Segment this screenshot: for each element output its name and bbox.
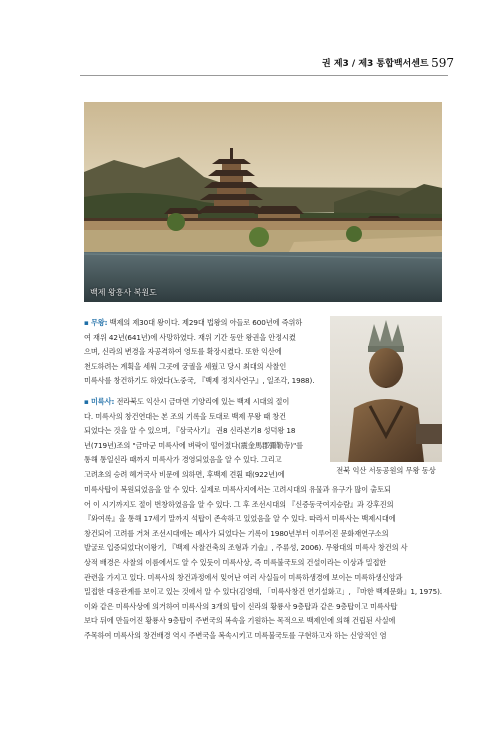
text-line: 주목하여 미륵사의 창건배경 역시 주변국을 복속시키고 미륵불국토를 구현하고자 하는 신앙적인 염	[84, 630, 387, 640]
statue-caption: 전북 익산 서동공원의 무왕 동상	[336, 466, 436, 475]
text-line: 다. 미륵사의 창건연대는 본 조의 기록을 토대로 백제 무왕 때 창건	[84, 411, 286, 421]
entry-mireuksa	[84, 395, 324, 483]
text-line: 년(719년)조의 "금마군 미륵사에 벼락이 떨어졌다(震金馬郡彌勒寺)"를	[84, 440, 304, 450]
text-line: ▪ 미륵사: 전라북도 익산시 금마면 기양리에 있는 백제 시대의 절이	[84, 397, 290, 406]
entry-term: 미륵사:	[90, 397, 115, 406]
entry-term: 무왕:	[90, 318, 108, 327]
text-line: 창건되어 고려를 거쳐 조선시대에는 폐사가 되었다는 기록이 1980년부터 이루어진 문화재연구소의	[84, 528, 389, 538]
text-line: 어 이 시기까지도 절이 번창하였음을 알 수 있다. 그 후 조선시대의 『신증동국여지승람』과 강후진의	[84, 499, 394, 509]
text-line: ▪ 무왕: 백제의 제30대 왕이다. 제29대 법왕의 아들로 600년에 즉위하	[84, 318, 303, 327]
text-line: 천도하려는 계획을 세워 그곳에 궁궐을 세웠고 당시 최대의 사찰인	[84, 361, 287, 371]
running-header	[322, 56, 454, 72]
header-rule	[80, 75, 448, 76]
text-line: 이와 같은 미륵사상에 의거하여 미륵사의 3개의 탑이 신라의 황룡사 9층탑과 같은 9층탑이고 미륵사탑	[84, 601, 398, 611]
text-line: 으며, 신라의 변경을 자공격하여 영토를 확장시켰다. 또한 익산에	[84, 347, 282, 357]
section-title: 권 제3 / 제3 통합백서센트	[322, 59, 429, 69]
temple-reconstruction-photo	[84, 102, 442, 302]
text-line: 미륵사를 창건하기도 하였다(노중국, 『백제 정치사연구』, 일조각, 1988).	[84, 376, 315, 386]
text-line: 되었다는 것을 알 수 있으며, 『삼국사기』 권8 신라본기8 성덕왕 18	[84, 426, 296, 436]
text-line: 관련을 가지고 있다. 미륵사의 창건과정에서 잊어난 여러 사실들이 미륵하생경에 보이는 미륵하생신앙과	[84, 572, 403, 582]
text-line: 여 재위 42년(641년)에 사망하였다. 재위 기간 동안 왕권을 안정시켰	[84, 332, 296, 342]
text-line: 『와여록』을 통해 17세기 말까지 석탑이 존속하고 있었음을 알 수 있다. 따라서 미륵사는 백제시대에	[84, 514, 396, 524]
statue-photo	[330, 316, 442, 462]
entry-muwang	[84, 316, 324, 389]
text-line: 상적 배경은 사찰의 이름에서도 알 수 있듯이 미륵사상, 즉 미륵불국토의 건설이라는 이상과 밀접한	[84, 557, 387, 567]
entry-mireuksa-continued	[84, 483, 444, 644]
page-number: 597	[431, 56, 454, 70]
text-line: 밀접한 대응관계를 보이고 있는 것에서 알 수 있다(김영태, 「미륵사창건 연기설화고」, 『마한 백제문화』1, 1975).	[84, 587, 442, 597]
text-line: 미륵사탑이 복원되었음을 알 수 있다. 실제로 미륵사지에서는 고려시대의 유물과 유구가 많이 출토되	[84, 485, 391, 494]
text-line: 발굴로 입증되었다(이왕기, 『백제 사찰건축의 조형과 기술』, 주류성, 2006). 무왕대의 미륵사 창건의 사	[84, 543, 408, 553]
text-line: 고려초의 승려 혜거국사 비문에 의하면, 후백제 견훤 때(922년)에	[84, 469, 285, 479]
text-line: 보다 뒤에 만들어진 황룡사 9층탑이 주변국의 복속을 기원하는 목적으로 백제인에 의해 건립된 사실에	[84, 616, 396, 626]
photo-caption: 백제 왕흥사 복원도	[90, 288, 157, 297]
text-line: 통해 통일신라 때까지 미륵사가 경영되었음을 알 수 있다. 그리고	[84, 455, 282, 465]
